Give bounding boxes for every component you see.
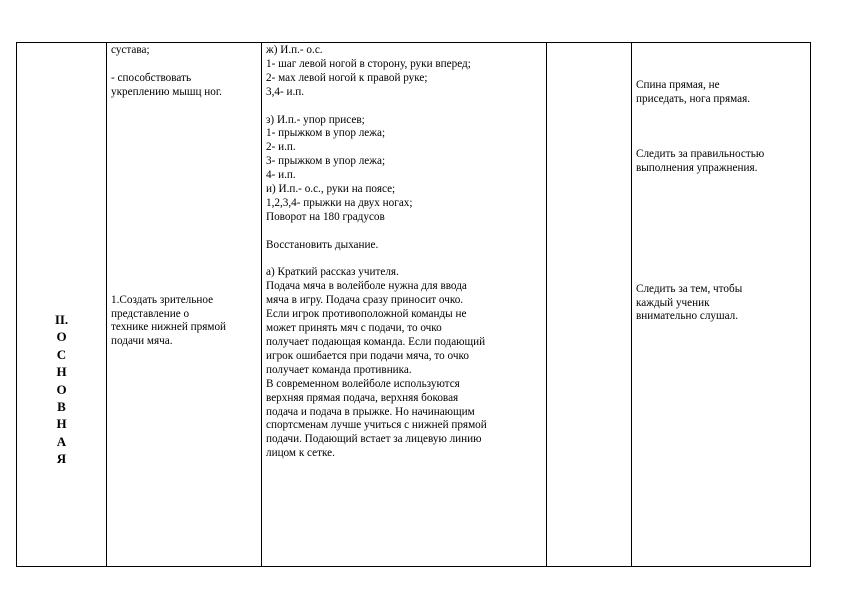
notes-cell [632,43,811,567]
content-line: лицом к сетке. [266,447,335,460]
spacer [636,176,806,283]
content-line: Подача мяча в волейболе нужна для ввода [266,280,467,293]
lesson-part-label [17,311,106,468]
blank-line [266,100,542,114]
content-line: подача и подача в прыжке. Но начинающим [266,405,475,418]
note-line: каждый ученик [636,296,710,309]
content-line: 2- и.п. [266,141,296,154]
note-line: внимательно слушал. [636,310,739,323]
content-line: Если игрок противоположной команды не [266,308,467,321]
content-line: может принять мяч с подачи, то очко [266,322,442,335]
part-label-line: Н [56,364,67,380]
content-line: ж) И.п.- о.с. [266,44,323,56]
content-line: спортсменам лучше учиться с нижней прямой [266,419,487,432]
task-line: - способствовать [111,71,192,84]
content-line: 3- прыжком в упор лежа; [266,155,386,168]
content-line: подачи. Подающий встает за лицевую линию [266,433,482,446]
content-line: Поворот на 180 градусов [266,210,385,223]
note-line: Спина прямая, не [636,79,720,91]
content-line: и) И.п.- о.с., руки на поясе; [266,183,396,196]
content-line: а) Краткий рассказ учителя. [266,266,399,279]
content-line: В современном волейболе используются [266,377,460,390]
content-line: 1- прыжком в упор лежа; [266,127,386,140]
content-line: 2- мах левой ногой к правой руке; [266,71,428,84]
blank-line [266,225,542,239]
content-line: 3,4- и.п. [266,85,305,98]
spacer [111,100,257,294]
blank-line [111,58,257,72]
content-line: получает подающая команда. Если подающий [266,335,486,348]
note-line: Следить за тем, чтобы [636,282,743,295]
content-line: верхняя прямая подача, верхняя боковая [266,391,459,404]
content-line: 1- шаг левой ногой в сторону, руки вперед; [266,57,471,70]
note-line: выполнения упражнения. [636,161,758,174]
spacer [636,107,806,148]
task-line: подачи мяча. [111,335,173,348]
part-label-line: С [56,346,67,362]
note-line: приседать, нога прямая. [636,92,751,105]
tasks-cell [107,43,262,567]
task-line: технике нижней прямой [111,321,227,334]
content-line: мяча в игру. Подача сразу приносит очко. [266,294,464,307]
content-cell [262,43,547,567]
task-line: сустава; [111,44,150,56]
table-row [17,43,811,567]
lesson-part-cell [17,43,107,567]
part-label-line: В [57,399,66,415]
content-line: Восстановить дыхание. [266,238,379,251]
spacer [636,44,806,79]
dosage-cell [547,43,632,567]
task-line: 1.Создать зрительное [111,293,214,306]
part-label-line: Н [56,416,67,432]
part-label-line: II. [54,312,69,327]
content-line: 4- и.п. [266,169,296,182]
task-line: укреплению мышц ног. [111,85,222,98]
note-line: Следить за правильностью [636,147,765,160]
content-line: 1,2,3,4- прыжки на двух ногах; [266,196,413,209]
part-label-line: А [56,433,67,449]
lesson-plan-table [16,42,811,567]
content-line: получает команда противника. [266,363,412,376]
part-label-line: О [56,329,67,345]
part-label-line: О [56,381,67,397]
content-line: игрок ошибается при подачи мяча, то очко [266,349,469,362]
part-label-line: Я [56,451,67,467]
task-line: представление о [111,307,190,320]
content-line: з) И.п.- упор присев; [266,113,365,126]
blank-line [266,253,542,267]
